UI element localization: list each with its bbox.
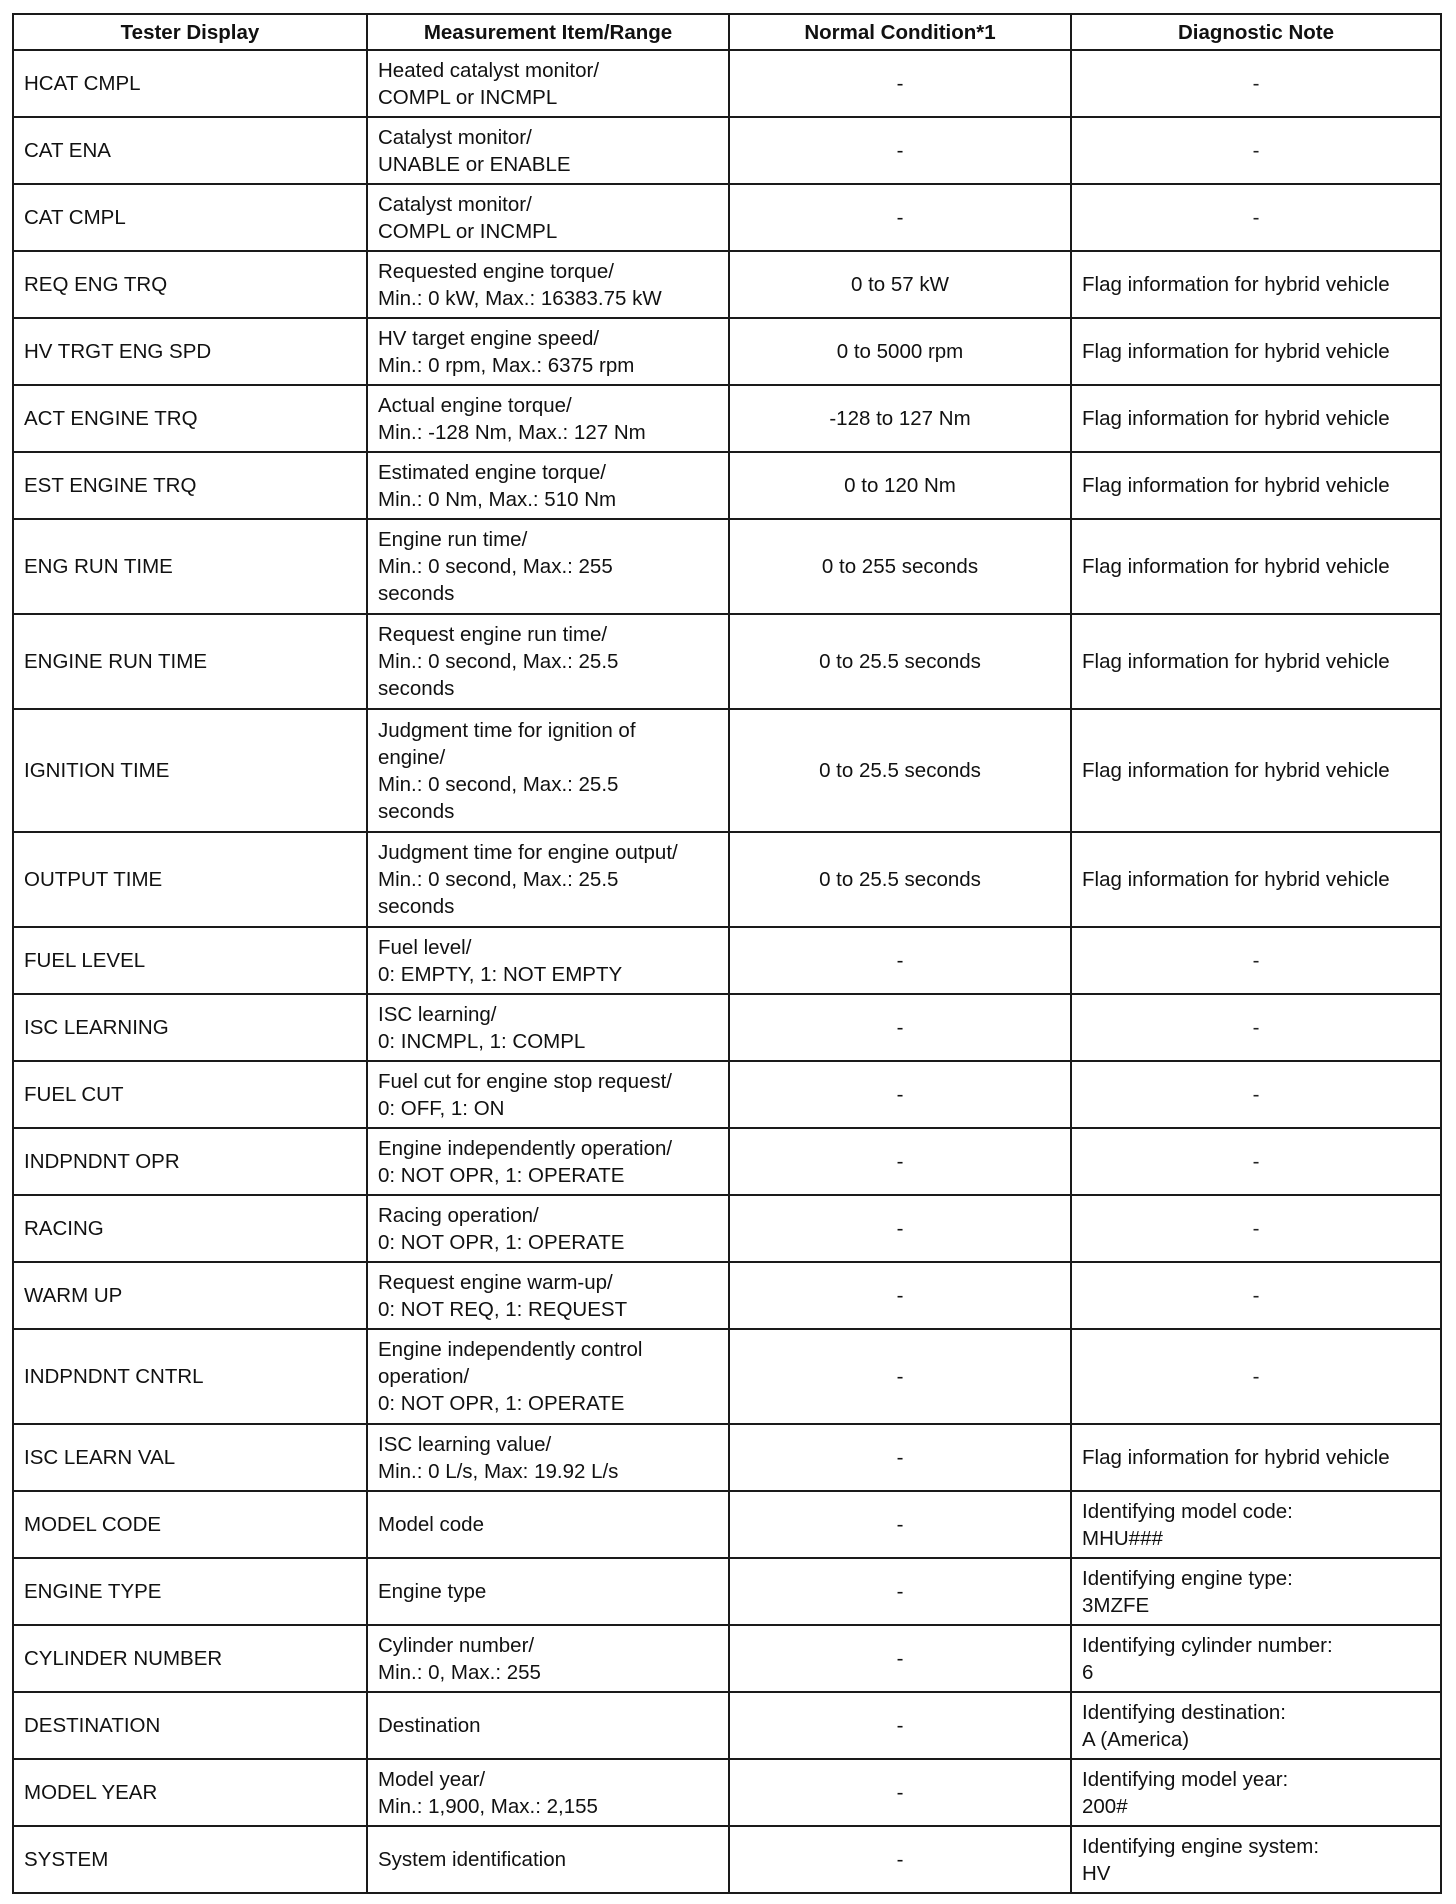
measurement-line: Engine independently operation/ (378, 1136, 673, 1160)
measurement-item-cell (367, 1195, 729, 1262)
measurement-line: Fuel level/ (378, 935, 472, 959)
measurement-line: Min.: -128 Nm, Max.: 127 Nm (378, 420, 646, 444)
diagnostic-note-line: - (1252, 1083, 1260, 1106)
measurement-line: Heated catalyst monitor/ (378, 58, 600, 82)
measurement-item-cell (367, 385, 729, 452)
tester-display-cell: INDPNDNT CNTRL (13, 1329, 367, 1424)
diagnostic-note-cell (1071, 1826, 1441, 1893)
table-row (13, 1759, 1441, 1826)
header-diagnostic-note: Diagnostic Note (1071, 14, 1441, 50)
measurement-item-cell (367, 1424, 729, 1491)
diagnostic-note-cell (1071, 117, 1441, 184)
measurement-line: Min.: 0 kW, Max.: 16383.75 kW (378, 286, 662, 310)
measurement-line: Min.: 0 second, Max.: 255 (378, 555, 613, 578)
table-row (13, 1625, 1441, 1692)
normal-condition-cell: 0 to 5000 rpm (729, 318, 1071, 385)
measurement-line: Min.: 0 second, Max.: 25.5 (378, 868, 619, 891)
tester-display-cell: ACT ENGINE TRQ (13, 385, 367, 452)
measurement-line: 0: NOT OPR, 1: OPERATE (378, 1230, 625, 1254)
diagnostic-note-line: - (1252, 72, 1260, 95)
tester-display-cell: INDPNDNT OPR (13, 1128, 367, 1195)
normal-condition-cell: - (729, 50, 1071, 117)
diagnostic-note-line: - (1252, 1365, 1260, 1388)
measurement-line: seconds (378, 799, 455, 823)
measurement-line: engine/ (378, 745, 446, 769)
table-row (13, 709, 1441, 832)
table-row (13, 251, 1441, 318)
measurement-item-cell (367, 50, 729, 117)
measurement-line: Min.: 0 Nm, Max.: 510 Nm (378, 487, 617, 511)
diagnostic-note-cell (1071, 1262, 1441, 1329)
tester-display-cell: CAT ENA (13, 117, 367, 184)
measurement-line: Engine type (378, 1580, 487, 1603)
measurement-line: Fuel cut for engine stop request/ (378, 1069, 673, 1093)
measurement-line: Request engine run time/ (378, 623, 608, 646)
diagnostic-note-line: Flag information for hybrid vehicle (1082, 650, 1390, 673)
table-row (13, 318, 1441, 385)
diagnostic-note-cell (1071, 1558, 1441, 1625)
tester-display-cell: HV TRGT ENG SPD (13, 318, 367, 385)
measurement-item-cell (367, 994, 729, 1061)
measurement-item-cell (367, 251, 729, 318)
measurement-line: Min.: 0, Max.: 255 (378, 1660, 541, 1684)
diagnostic-note-cell (1071, 385, 1441, 452)
normal-condition-cell: - (729, 184, 1071, 251)
measurement-item-cell (367, 184, 729, 251)
normal-condition-cell: - (729, 1424, 1071, 1491)
diagnostic-note-line: Flag information for hybrid vehicle (1082, 407, 1390, 430)
table-row (13, 994, 1441, 1061)
normal-condition-cell: - (729, 1061, 1071, 1128)
table-row (13, 1491, 1441, 1558)
diagnostic-note-line: - (1252, 139, 1260, 162)
normal-condition-cell: 0 to 255 seconds (729, 519, 1071, 614)
measurement-line: ISC learning value/ (378, 1432, 552, 1456)
tester-display-cell: FUEL CUT (13, 1061, 367, 1128)
table-row (13, 1329, 1441, 1424)
measurement-line: Min.: 0 second, Max.: 25.5 (378, 772, 619, 796)
measurement-item-cell (367, 117, 729, 184)
diagnostic-note-cell (1071, 1625, 1441, 1692)
measurement-line: 0: EMPTY, 1: NOT EMPTY (378, 962, 623, 986)
measurement-line: COMPL or INCMPL (378, 85, 558, 109)
measurement-line: Min.: 0 L/s, Max: 19.92 L/s (378, 1459, 619, 1483)
diagnostic-note-cell (1071, 184, 1441, 251)
measurement-item-cell (367, 318, 729, 385)
diagnostic-note-line: Identifying destination: (1082, 1700, 1286, 1724)
diagnostic-note-line: Flag information for hybrid vehicle (1082, 759, 1390, 782)
measurement-line: Min.: 0 second, Max.: 25.5 (378, 650, 619, 673)
measurement-item-cell (367, 614, 729, 709)
measurement-line: Judgment time for ignition of (378, 718, 636, 742)
tester-display-cell: CYLINDER NUMBER (13, 1625, 367, 1692)
tester-display-cell: ISC LEARN VAL (13, 1424, 367, 1491)
measurement-line: HV target engine speed/ (378, 326, 600, 350)
diagnostic-note-line: Identifying model year: (1082, 1767, 1289, 1791)
diagnostic-note-cell (1071, 1061, 1441, 1128)
normal-condition-cell: -128 to 127 Nm (729, 385, 1071, 452)
diagnostic-note-cell (1071, 1491, 1441, 1558)
table-row (13, 1558, 1441, 1625)
measurement-item-cell (367, 1625, 729, 1692)
measurement-line: Judgment time for engine output/ (378, 841, 678, 864)
normal-condition-cell: - (729, 1692, 1071, 1759)
tester-display-cell: FUEL LEVEL (13, 927, 367, 994)
table-row (13, 1128, 1441, 1195)
table-header-row (13, 14, 1441, 50)
normal-condition-cell: - (729, 1826, 1071, 1893)
normal-condition-cell: 0 to 25.5 seconds (729, 709, 1071, 832)
diagnostic-note-cell (1071, 50, 1441, 117)
measurement-line: operation/ (378, 1365, 470, 1388)
measurement-item-cell (367, 1491, 729, 1558)
measurement-line: System identification (378, 1848, 567, 1871)
measurement-line: seconds (378, 582, 455, 605)
measurement-line: Model year/ (378, 1767, 486, 1791)
measurement-line: Actual engine torque/ (378, 393, 572, 417)
normal-condition-cell: - (729, 1262, 1071, 1329)
measurement-line: seconds (378, 895, 455, 918)
diagnostic-note-line: Identifying engine type: (1082, 1566, 1293, 1590)
measurement-line: Min.: 0 rpm, Max.: 6375 rpm (378, 353, 635, 377)
tester-display-cell: WARM UP (13, 1262, 367, 1329)
diagnostic-note-cell (1071, 614, 1441, 709)
diagnostic-note-line: 200# (1082, 1794, 1128, 1818)
table-row (13, 614, 1441, 709)
measurement-item-cell (367, 452, 729, 519)
measurement-line: Engine run time/ (378, 528, 528, 551)
table-row (13, 1424, 1441, 1491)
diagnostic-note-cell (1071, 452, 1441, 519)
diagnostic-note-line: Flag information for hybrid vehicle (1082, 1446, 1390, 1469)
measurement-line: 0: INCMPL, 1: COMPL (378, 1029, 586, 1053)
measurement-line: Racing operation/ (378, 1203, 539, 1227)
tester-display-cell: ENGINE RUN TIME (13, 614, 367, 709)
normal-condition-cell: - (729, 1329, 1071, 1424)
tester-display-cell: MODEL YEAR (13, 1759, 367, 1826)
diagnostic-note-line: Flag information for hybrid vehicle (1082, 474, 1390, 497)
table-row (13, 519, 1441, 614)
table-row (13, 927, 1441, 994)
diagnostic-note-line: Flag information for hybrid vehicle (1082, 868, 1390, 891)
diagnostic-note-cell (1071, 1329, 1441, 1424)
diagnostic-note-line: - (1252, 1016, 1260, 1039)
diagnostic-note-cell (1071, 1195, 1441, 1262)
table-row (13, 1262, 1441, 1329)
normal-condition-cell: 0 to 57 kW (729, 251, 1071, 318)
diagnostic-note-line: - (1252, 206, 1260, 229)
tester-display-cell: MODEL CODE (13, 1491, 367, 1558)
measurement-line: Cylinder number/ (378, 1633, 535, 1657)
header-tester-display: Tester Display (13, 14, 367, 50)
table-row (13, 1061, 1441, 1128)
normal-condition-cell: 0 to 120 Nm (729, 452, 1071, 519)
diagnostic-note-line: HV (1082, 1861, 1111, 1885)
diagnostic-note-line: Flag information for hybrid vehicle (1082, 273, 1390, 296)
normal-condition-cell: 0 to 25.5 seconds (729, 614, 1071, 709)
measurement-line: Destination (378, 1714, 481, 1737)
normal-condition-cell: - (729, 1759, 1071, 1826)
measurement-line: 0: NOT OPR, 1: OPERATE (378, 1392, 625, 1415)
measurement-line: Estimated engine torque/ (378, 460, 606, 484)
header-normal-condition: Normal Condition*1 (729, 14, 1071, 50)
measurement-line: 0: NOT OPR, 1: OPERATE (378, 1163, 625, 1187)
diagnostic-note-line: Identifying cylinder number: (1082, 1633, 1333, 1657)
tester-display-cell: IGNITION TIME (13, 709, 367, 832)
tester-display-cell: DESTINATION (13, 1692, 367, 1759)
table-row (13, 832, 1441, 927)
normal-condition-cell: - (729, 1195, 1071, 1262)
measurement-line: 0: NOT REQ, 1: REQUEST (378, 1297, 628, 1321)
normal-condition-cell: - (729, 1625, 1071, 1692)
diagnostic-note-line: Flag information for hybrid vehicle (1082, 340, 1390, 363)
measurement-item-cell (367, 832, 729, 927)
measurement-item-cell (367, 1128, 729, 1195)
diagnostic-note-cell (1071, 709, 1441, 832)
measurement-item-cell (367, 1692, 729, 1759)
normal-condition-cell: - (729, 1128, 1071, 1195)
diagnostic-note-cell (1071, 1692, 1441, 1759)
measurement-line: Engine independently control (378, 1338, 643, 1361)
diagnostic-note-line: - (1252, 1150, 1260, 1173)
data-list-table (12, 13, 1442, 1894)
table-row (13, 184, 1441, 251)
diagnostic-note-line: Identifying engine system: (1082, 1834, 1320, 1858)
diagnostic-note-cell (1071, 251, 1441, 318)
normal-condition-cell: - (729, 927, 1071, 994)
tester-display-cell: CAT CMPL (13, 184, 367, 251)
diagnostic-note-cell (1071, 1759, 1441, 1826)
measurement-item-cell (367, 519, 729, 614)
normal-condition-cell: - (729, 994, 1071, 1061)
diagnostic-note-line: Identifying model code: (1082, 1499, 1293, 1523)
table-row (13, 1692, 1441, 1759)
measurement-item-cell (367, 1558, 729, 1625)
table-row (13, 1826, 1441, 1893)
normal-condition-cell: 0 to 25.5 seconds (729, 832, 1071, 927)
tester-display-cell: SYSTEM (13, 1826, 367, 1893)
measurement-line: COMPL or INCMPL (378, 219, 558, 243)
diagnostic-note-line: Flag information for hybrid vehicle (1082, 555, 1390, 578)
diagnostic-note-cell (1071, 832, 1441, 927)
measurement-item-cell (367, 1759, 729, 1826)
measurement-line: Catalyst monitor/ (378, 125, 532, 149)
tester-display-cell: ISC LEARNING (13, 994, 367, 1061)
measurement-line: Request engine warm-up/ (378, 1270, 613, 1294)
diagnostic-note-cell (1071, 994, 1441, 1061)
tester-display-cell: EST ENGINE TRQ (13, 452, 367, 519)
measurement-item-cell (367, 927, 729, 994)
diagnostic-note-line: - (1252, 949, 1260, 972)
measurement-item-cell (367, 1262, 729, 1329)
diagnostic-note-line: - (1252, 1217, 1260, 1240)
table-row (13, 452, 1441, 519)
diagnostic-note-cell (1071, 1128, 1441, 1195)
measurement-item-cell (367, 709, 729, 832)
measurement-item-cell (367, 1826, 729, 1893)
table-row (13, 117, 1441, 184)
measurement-item-cell (367, 1329, 729, 1424)
diagnostic-note-line: A (America) (1082, 1727, 1190, 1751)
measurement-line: ISC learning/ (378, 1002, 497, 1026)
diagnostic-note-cell (1071, 519, 1441, 614)
tester-display-cell: REQ ENG TRQ (13, 251, 367, 318)
measurement-item-cell (367, 1061, 729, 1128)
measurement-line: seconds (378, 677, 455, 700)
normal-condition-cell: - (729, 1491, 1071, 1558)
diagnostic-note-cell (1071, 927, 1441, 994)
diagnostic-note-cell (1071, 318, 1441, 385)
diagnostic-note-cell (1071, 1424, 1441, 1491)
tester-display-cell: OUTPUT TIME (13, 832, 367, 927)
table-row (13, 1195, 1441, 1262)
tester-display-cell: HCAT CMPL (13, 50, 367, 117)
diagnostic-note-line: - (1252, 1284, 1260, 1307)
diagnostic-note-line: 6 (1082, 1660, 1094, 1684)
measurement-line: Model code (378, 1513, 484, 1536)
normal-condition-cell: - (729, 1558, 1071, 1625)
tester-display-cell: ENG RUN TIME (13, 519, 367, 614)
normal-condition-cell: - (729, 117, 1071, 184)
tester-display-cell: RACING (13, 1195, 367, 1262)
tester-display-cell: ENGINE TYPE (13, 1558, 367, 1625)
measurement-line: Catalyst monitor/ (378, 192, 532, 216)
measurement-line: UNABLE or ENABLE (378, 152, 571, 176)
header-measurement-item: Measurement Item/Range (367, 14, 729, 50)
measurement-line: 0: OFF, 1: ON (378, 1096, 505, 1120)
measurement-line: Min.: 1,900, Max.: 2,155 (378, 1794, 598, 1818)
diagnostic-note-line: MHU### (1082, 1526, 1163, 1550)
table-row (13, 385, 1441, 452)
table-row (13, 50, 1441, 117)
diagnostic-note-line: 3MZFE (1082, 1593, 1150, 1617)
measurement-line: Requested engine torque/ (378, 259, 614, 283)
